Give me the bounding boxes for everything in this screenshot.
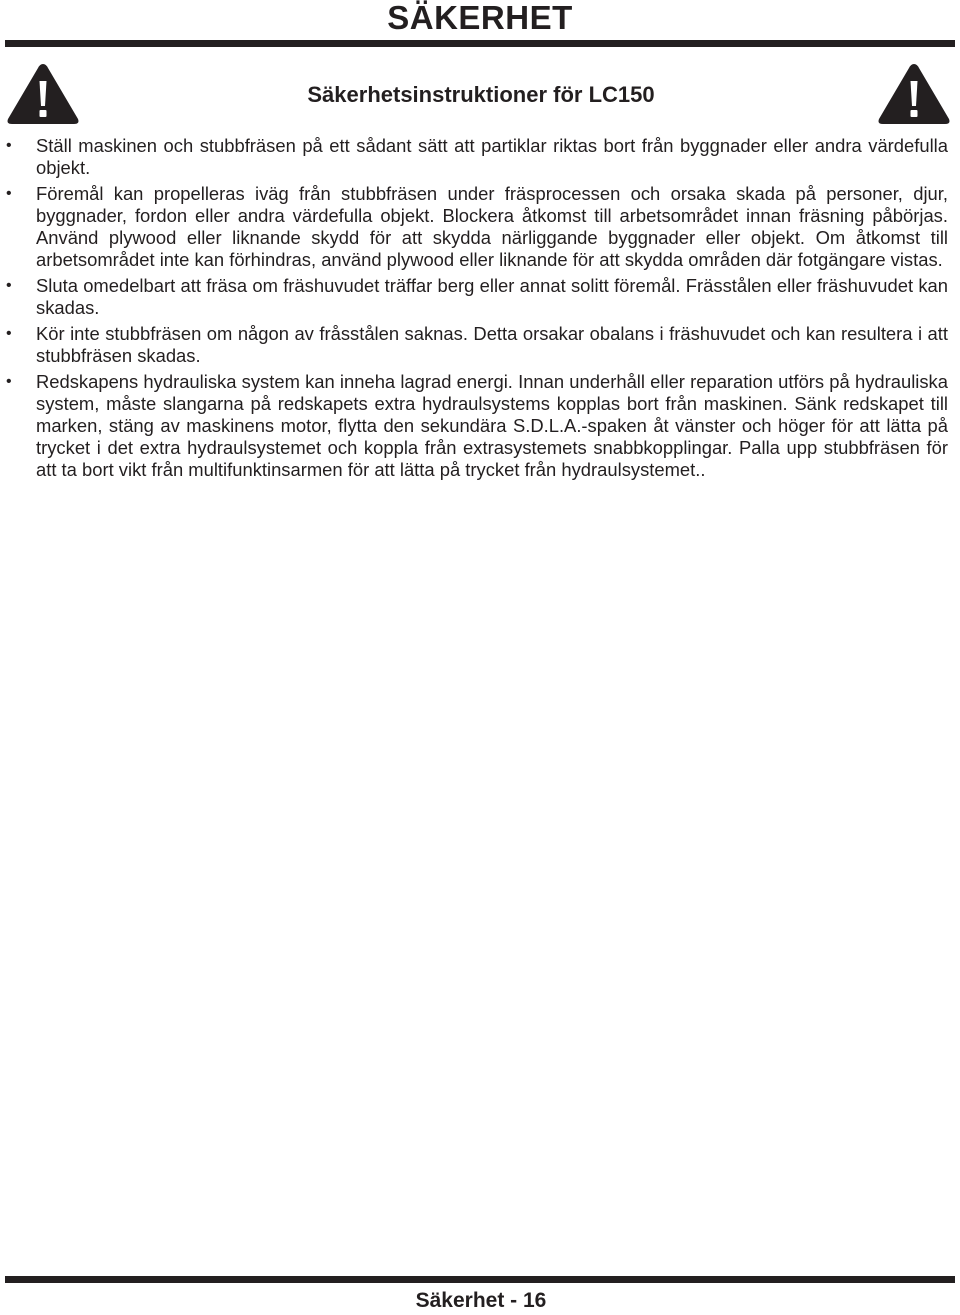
list-item xyxy=(0,323,960,367)
list-item xyxy=(0,183,960,271)
bullet-icon: • xyxy=(6,373,12,390)
warning-triangle-icon xyxy=(876,61,952,127)
bullet-icon: • xyxy=(6,325,12,342)
list-item-text: Föremål kan propelleras iväg från stubbfräsen under fräsprocessen och orsaka skada på personer, djur, byggnader, fordon eller andra värdefulla objekt. Blockera åtkomst till arbetsområdet innan fräsning påbörjas. Använd plywood eller liknande skydd för att skydda närliggande byggnader eller objekt. Om åtkomst till arbetsområdet inte kan förhindras, använd plywood eller liknande för att skydda områden där fotgängare vistas. xyxy=(36,183,948,270)
header-rule xyxy=(5,40,955,47)
footer-rule xyxy=(5,1276,955,1283)
list-item-text: Sluta omedelbart att fräsa om fräshuvudet träffar berg eller annat solitt föremål. Frässtålen eller fräshuvudet kan skadas. xyxy=(36,275,948,318)
section-heading: Säkerhetsinstruktioner för LC150 xyxy=(307,82,655,107)
bullet-icon: • xyxy=(6,185,12,202)
bullet-icon: • xyxy=(6,277,12,294)
list-item-text: Kör inte stubbfräsen om någon av fråsstålen saknas. Detta orsakar obalans i fräshuvudet och kan resultera i att stubbfräsen skadas. xyxy=(36,323,948,366)
list-item-text: Ställ maskinen och stubbfräsen på ett sådant sätt att partiklar riktas bort från byggnader eller andra värdefulla objekt. xyxy=(36,135,948,178)
bullet-icon: • xyxy=(6,137,12,154)
safety-instruction-list xyxy=(0,135,960,485)
list-item xyxy=(0,275,960,319)
page-title: SÄKERHET xyxy=(387,0,573,36)
list-item xyxy=(0,371,960,481)
page-footer: Säkerhet - 16 xyxy=(415,1289,547,1312)
list-item xyxy=(0,135,960,179)
list-item-text: Redskapens hydrauliska system kan inneha lagrad energi. Innan underhåll eller reparation utförs på hydrauliska system, måste slangarna på redskapets extra hydraulsystems kopplas bort från maskinen. Sänk redskapet till marken, stäng av maskinens motor, flytta den sekundära S.D.L.A.-spaken åt vänster och höger för att lätta på trycket i det extra hydraulsystemet och koppla från extrasystemets snabbkopplingar. Palla upp stubbfräsen för att ta bort vikt från multifunktinsarmen för att lätta på trycket från hydraulsystemet.. xyxy=(36,371,948,480)
